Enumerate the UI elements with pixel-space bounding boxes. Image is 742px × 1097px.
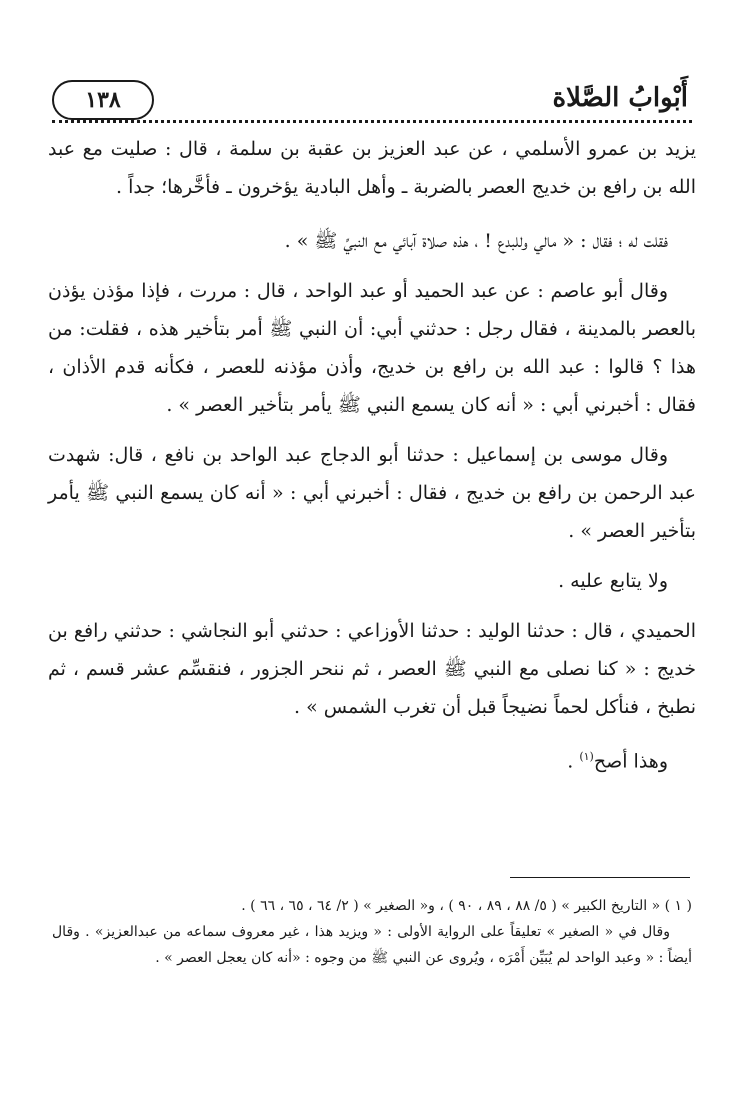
paragraph-6: الحميدي ، قال : حدثنا الوليد : حدثنا الأوزاعي : حدثني أبو النجاشي : حدثني رافع بن خديج : « كنا نصلى مع النبي ﷺ العصر ، ثم ننحر الجزور ، فنقسِّم عشر قسم ، ثم نطبخ ، فنأكل لحماً نضيجاً قبل أن تغرب الشمس » .	[48, 620, 696, 718]
paragraph-5: ولا يتابع عليه .	[558, 570, 668, 592]
footnote-separator	[510, 877, 690, 878]
footnote-2: وقال في « الصغير » تعليقاً على الرواية الأولى : « ويزيد هذا ، غير معروف سماعه من عبدالعزيز» . وقال أيضاً : « وعبد الواحد لم يُبَيِّن أَمْرَه ، ويُروى عن النبي ﷺ من وجوه : «أنه كان يعجل العصر » .	[52, 924, 692, 966]
paragraph-2: فقلت له ؛ فقال : « مالي وللبدع ! ، هذه صلاة آبائي مع النبيِّ ﷺ » .	[284, 230, 668, 252]
paragraph-4: وقال موسى بن إسماعيل : حدثنا أبو الدجاج عبد الواحد بن نافع ، قال: شهدت عبد الرحمن بن رافع بن خديج ، فقال : أخبرني أبي : « أنه كان يسمع النبي ﷺ يأمر بتأخير العصر » .	[48, 444, 696, 542]
header-divider	[52, 120, 692, 123]
footnotes	[52, 893, 692, 971]
main-text	[48, 130, 696, 780]
footnote-1: ( ١ ) « التاريخ الكبير » ( ٥/ ٨٨ ، ٨٩ ، ٩٠ ) ، و« الصغير » ( ٢/ ٦٤ ، ٦٥ ، ٦٦ ) .	[241, 898, 692, 914]
page-header	[52, 80, 692, 122]
page-number: ١٣٨	[52, 80, 154, 120]
footnote-ref: (١)	[579, 750, 594, 763]
paragraph-3: وقال أبو عاصم : عن عبد الحميد أو عبد الواحد ، قال : مررت ، فإذا مؤذن يؤذن بالعصر بالمدينة ، فقال رجل : حدثني أبي: أن النبي ﷺ أمر بتأخير هذه ، فقلت: من هذا ؟ قالوا : عبد الله بن رافع بن خديج، وأذن مؤذنه للعصر ، فكأنه قدم الأذان ، فقال : أخبرني أبي : « أنه كان يسمع النبي ﷺ يأمر بتأخير العصر » .	[48, 280, 696, 416]
paragraph-1: يزيد بن عمرو الأسلمي ، عن عبد العزيز بن عقبة بن سلمة ، قال : صليت مع عبد الله بن رافع بن خديج العصر بالضربة ـ وأهل البادية يؤخرون ـ فأخَّرها؛ جداً .	[48, 138, 696, 198]
paragraph-7	[48, 738, 696, 780]
chapter-title: أَبْوابُ الصَّلاة	[552, 83, 688, 113]
paragraph-7-end: .	[567, 750, 580, 773]
paragraph-7-text: وهذا أصح	[593, 750, 668, 773]
